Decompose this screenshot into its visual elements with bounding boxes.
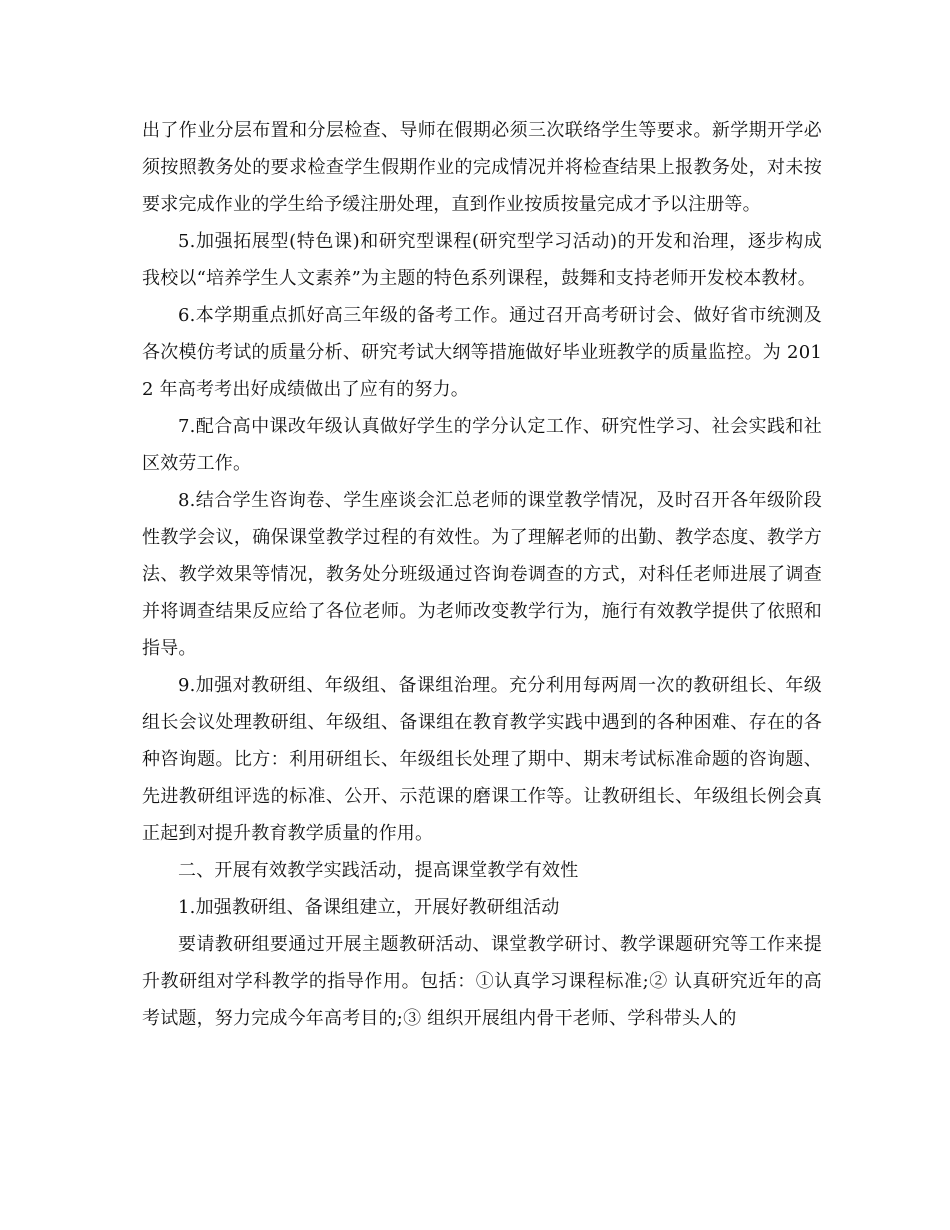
subsection-heading: 1.加强教研组、备课组建立，开展好教研组活动 [178, 897, 560, 918]
paragraph-2: 5.加强拓展型(特色课)和研究型课程(研究型学习活动)的开发和治理，逐步构成我校以“培养学生人文素养”为主题的特色系列课程，鼓舞和支持老师开发校本教材。 [142, 231, 822, 289]
section-heading: 二、开展有效教学实践活动，提高课堂教学有效性 [178, 860, 579, 881]
paragraph-4: 7.配合高中课改年级认真做好学生的学分认定工作、研究性学习、社会实践和社区效劳工作。 [142, 416, 822, 474]
paragraph-5: 8.结合学生咨询卷、学生座谈会汇总老师的课堂教学情况，及时召开各年级阶段性教学会议，确保课堂教学过程的有效性。为了理解老师的出勤、教学态度、教学方法、教学效果等情况，教务处分班级通过咨询卷调查的方式，对科任老师进展了调查并将调查结果反应给了各位老师。为老师改变教学行为，施行有效教学提供了依照和指导。 [142, 490, 822, 659]
document-body [142, 112, 822, 1037]
paragraph-9: 要请教研组要通过开展主题教研活动、课堂教学研讨、教学课题研究等工作来提升教研组对学科教学的指导作用。包括：①认真学习课程标准;② 认真研究近年的高考试题，努力完成今年高考目的;③ 组织开展组内骨干老师、学科带头人的 [142, 934, 822, 1029]
paragraph-6: 9.加强对教研组、年级组、备课组治理。充分利用每两周一次的教研组长、年级组长会议处理教研组、年级组、备课组在教育教学实践中遇到的各种困难、存在的各种咨询题。比方：利用研组长、年级组长处理了期中、期末考试标准命题的咨询题、先进教研组评选的标准、公开、示范课的磨课工作等。让教研组长、年级组长例会真正起到对提升教育教学质量的作用。 [142, 675, 822, 844]
paragraph-3: 6.本学期重点抓好高三年级的备考工作。通过召开高考研讨会、做好省市统测及各次模仿考试的质量分析、研究考试大纲等措施做好毕业班教学的质量监控。为 2012 年高考考出好成绩做出了应有的努力。 [142, 305, 822, 400]
paragraph-1: 出了作业分层布置和分层检查、导师在假期必须三次联络学生等要求。新学期开学必须按照教务处的要求检查学生假期作业的完成情况并将检查结果上报教务处，对未按要求完成作业的学生给予缓注册处理，直到作业按质按量完成才予以注册等。 [142, 120, 822, 215]
